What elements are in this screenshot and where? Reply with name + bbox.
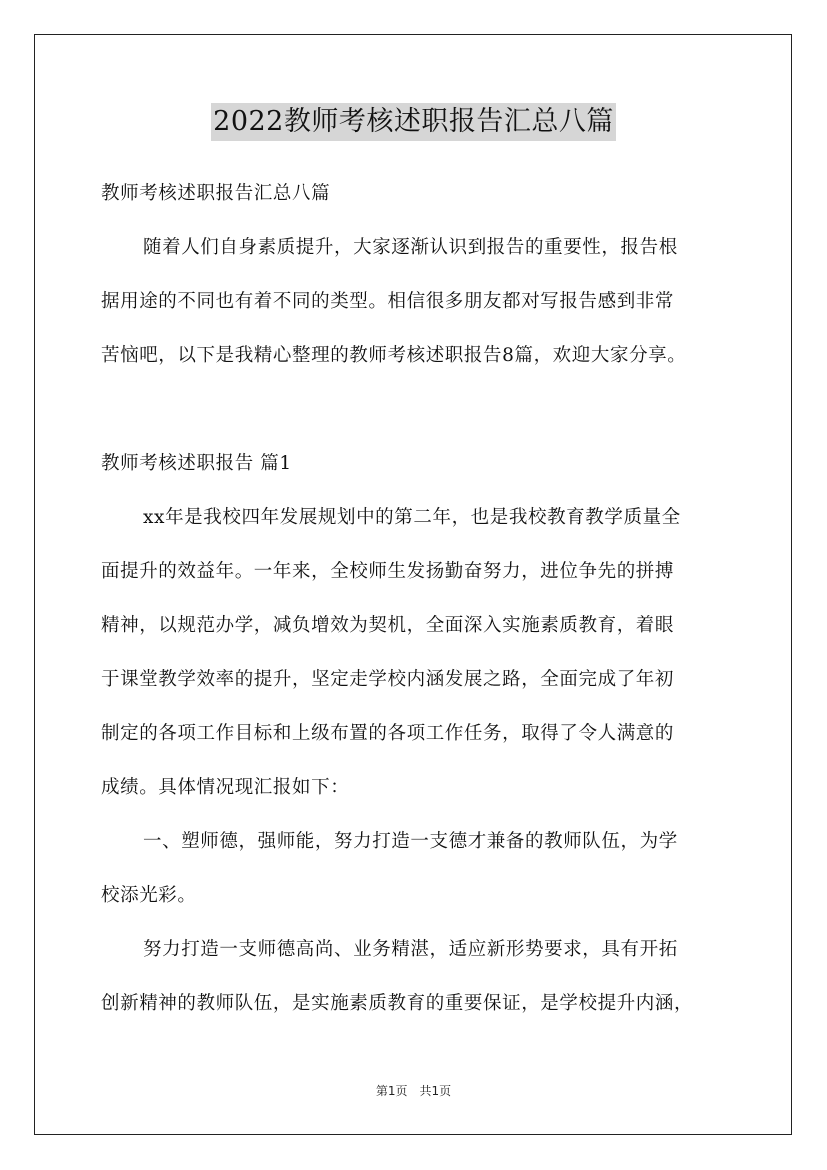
page-footer	[0, 1082, 827, 1099]
body-line: 制定的各项工作目标和上级布置的各项工作任务，取得了令人满意的	[101, 723, 675, 744]
intro-line: 据用途的不同也有着不同的类型。相信很多朋友都对写报告感到非常	[101, 291, 675, 312]
intro-line: 苦恼吧，以下是我精心整理的教师考核述职报告8篇，欢迎大家分享。	[101, 345, 687, 366]
page-total: 共1页	[419, 1084, 452, 1098]
page-number: 第1页	[375, 1084, 408, 1098]
body-line: 努力打造一支师德高尚、业务精湛，适应新形势要求，具有开拓	[143, 939, 678, 960]
body-line: 面提升的效益年。一年来，全校师生发扬勤奋努力，进位争先的拼搏	[101, 561, 675, 582]
document-title-wrapper	[0, 103, 827, 141]
paragraph-gap	[101, 388, 741, 442]
document-body	[101, 172, 741, 1036]
document-subtitle: 教师考核述职报告汇总八篇	[101, 183, 331, 204]
body-line: 校添光彩。	[101, 885, 197, 906]
body-line: 创新精神的教师队伍，是实施素质教育的重要保证，是学校提升内涵，	[101, 993, 694, 1014]
body-line: 一、塑师德，强师能，努力打造一支德才兼备的教师队伍，为学	[143, 831, 678, 852]
intro-line: 随着人们自身素质提升，大家逐渐认识到报告的重要性，报告根	[143, 237, 678, 258]
section-heading: 教师考核述职报告 篇1	[101, 453, 292, 474]
body-line: 精神，以规范办学，减负增效为契机，全面深入实施素质教育，着眼	[101, 615, 675, 636]
body-line: 成绩。具体情况现汇报如下：	[101, 777, 350, 798]
body-line: 于课堂教学效率的提升，坚定走学校内涵发展之路，全面完成了年初	[101, 669, 675, 690]
document-title: 2022教师考核述职报告汇总八篇	[211, 103, 616, 141]
body-line: xx年是我校四年发展规划中的第二年，也是我校教育教学质量全	[143, 507, 681, 528]
